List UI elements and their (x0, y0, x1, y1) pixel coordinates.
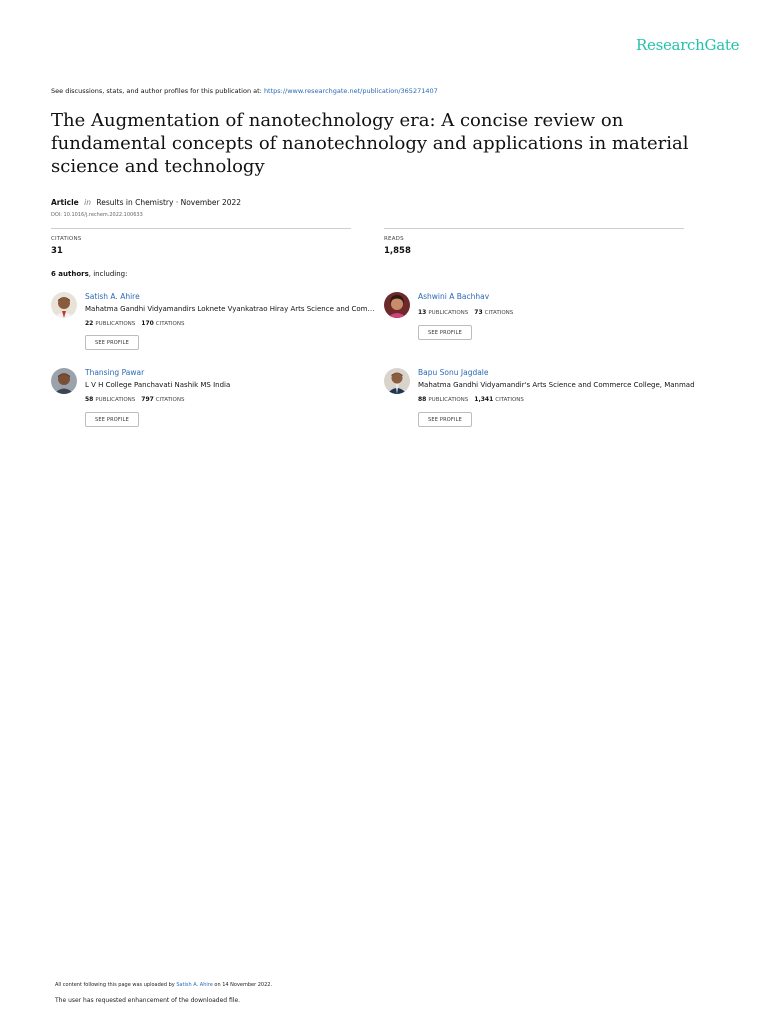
authors-count: 6 authors (51, 270, 89, 278)
publications-count: 13 (418, 309, 427, 316)
author-name[interactable]: Bapu Sonu Jagdale (418, 368, 489, 377)
author-institution: L V H College Panchavati Nashik MS India (85, 381, 231, 389)
author-stats (418, 396, 524, 403)
author-stats (418, 309, 513, 316)
citations-label: CITATIONS (155, 397, 185, 403)
avatar[interactable] (51, 292, 77, 318)
publication-type: Article (51, 198, 79, 207)
see-profile-button[interactable]: SEE PROFILE (85, 335, 139, 350)
citations-divider (51, 228, 351, 229)
author-institution: Mahatma Gandhi Vidyamandir's Arts Science and Commerce College, Manmad (418, 381, 695, 389)
author-name[interactable]: Ashwini A Bachhav (418, 292, 490, 301)
citations-count: 1,341 (474, 396, 494, 403)
publications-count: 88 (418, 396, 427, 403)
authors-suffix: , including: (88, 270, 128, 278)
upload-note (55, 982, 272, 988)
avatar[interactable] (384, 292, 410, 318)
citations-value: 31 (51, 246, 63, 256)
publications-label: PUBLICATIONS (428, 397, 469, 403)
author-name[interactable]: Satish A. Ahire (85, 292, 140, 301)
avatar[interactable] (384, 368, 410, 394)
author-name[interactable]: Thansing Pawar (85, 368, 145, 377)
citations-label: CITATIONS (495, 397, 524, 403)
author-stats (85, 320, 184, 327)
citations-label: CITATIONS (155, 321, 185, 327)
author-stats (85, 396, 184, 403)
citations-count: 170 (141, 320, 154, 327)
avatar[interactable] (51, 368, 77, 394)
citations-count: 73 (474, 309, 483, 316)
researchgate-logo[interactable]: ResearchGate (636, 36, 740, 54)
see-profile-button[interactable]: SEE PROFILE (418, 412, 472, 427)
citations-count: 797 (141, 396, 154, 403)
publications-count: 58 (85, 396, 94, 403)
in-word: in (84, 198, 91, 207)
publication-meta (51, 198, 241, 207)
authors-header (51, 270, 127, 278)
upload-prefix: All content following this page was uploaded by (55, 982, 177, 988)
reads-label: READS (384, 236, 404, 242)
enhancement-note: The user has requested enhancement of the downloaded file. (55, 997, 241, 1004)
journal-date: Results in Chemistry · November 2022 (96, 198, 242, 207)
publications-label: PUBLICATIONS (95, 397, 136, 403)
see-profile-button[interactable]: SEE PROFILE (418, 325, 472, 340)
discussion-line (51, 87, 438, 95)
uploader-link[interactable]: Satish A. Ahire (176, 982, 213, 988)
citations-label: CITATIONS (484, 310, 514, 316)
see-profile-button[interactable]: SEE PROFILE (85, 412, 139, 427)
publications-count: 22 (85, 320, 94, 327)
upload-suffix: on 14 November 2022. (212, 982, 273, 988)
discussion-prefix: See discussions, stats, and author profiles for this publication at: (51, 87, 264, 95)
publication-title: The Augmentation of nanotechnology era: A concise review on fundamental concepts of nanotechnology and applications in material science and technology (51, 110, 689, 177)
citations-label: CITATIONS (51, 236, 82, 242)
reads-divider (384, 228, 684, 229)
reads-value: 1,858 (384, 246, 411, 256)
publication-link[interactable]: https://www.researchgate.net/publication/365271407 (263, 87, 438, 95)
publications-label: PUBLICATIONS (428, 310, 469, 316)
doi: DOI: 10.1016/j.rechem.2022.100633 (51, 212, 143, 218)
publications-label: PUBLICATIONS (95, 321, 136, 327)
author-institution: Mahatma Gandhi Vidyamandirs Loknete Vyankatrao Hiray Arts Science and Com… (85, 305, 375, 313)
